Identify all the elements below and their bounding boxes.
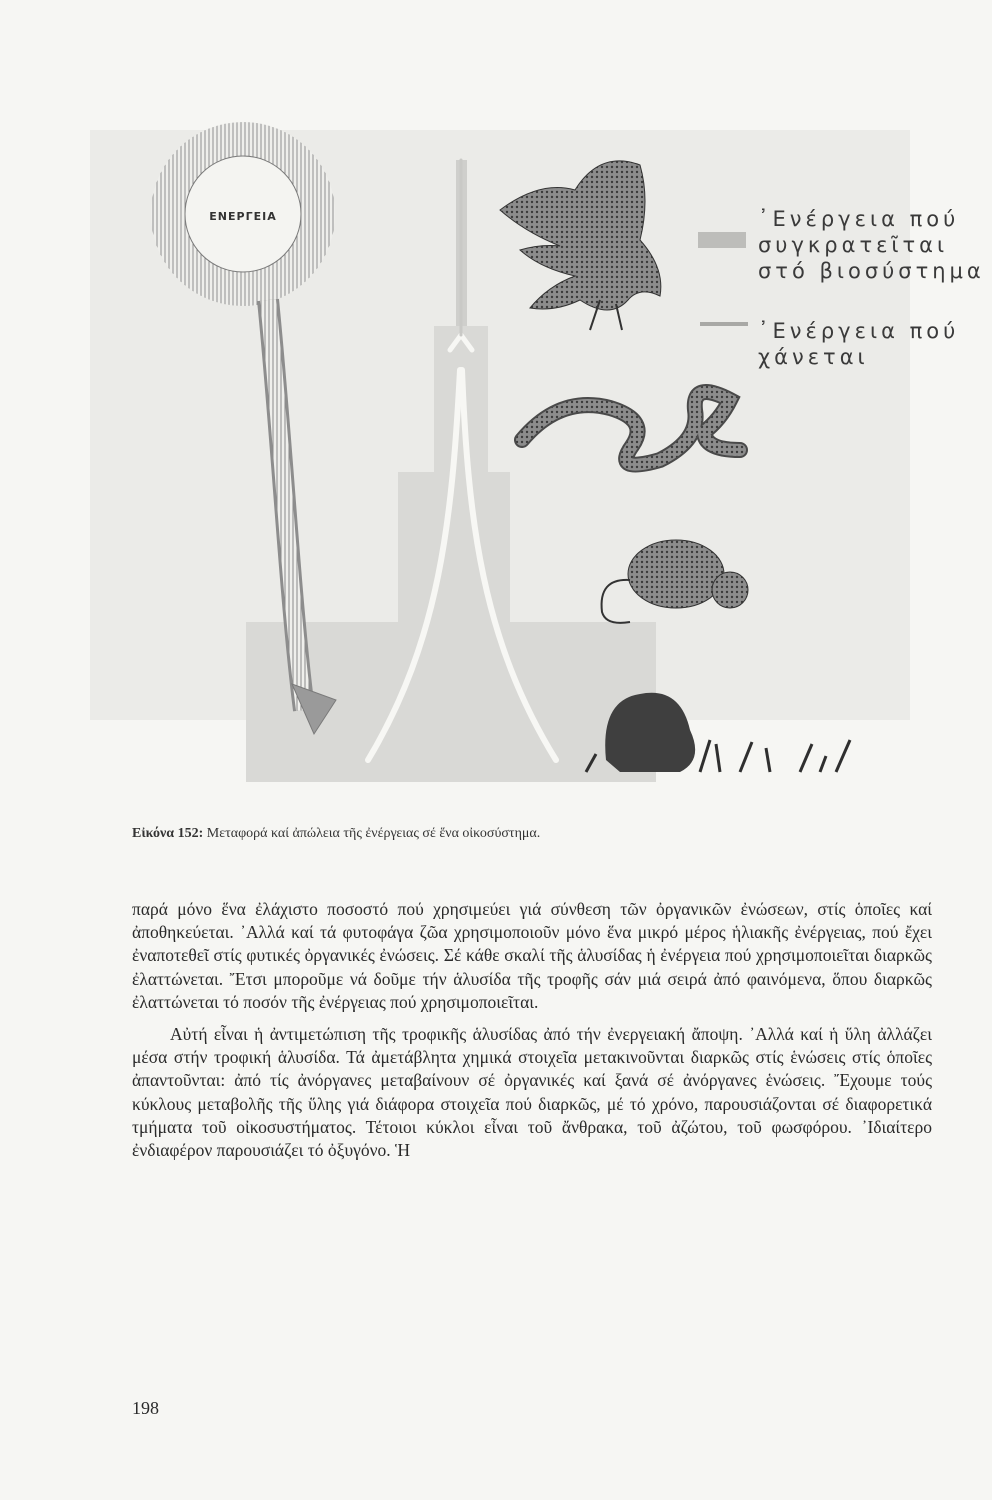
- paragraph: Αὐτή εἶναι ἡ ἀντιμετώπιση τῆς τροφικῆς ἁλυσίδας ἀπό τήν ἐνεργειακή ἄποψη. ᾿Αλλά καί ἡ ὕλη ἀλλάζει μέσα στήν τροφική ἁλυσίδα. Τά ἀμετάβλητα χημικά στοιχεῖα μετακινοῦνται διαρκῶς στίς ἑνώσεις στίς ὁποῖες ἀπαντοῦνται: ἀπό τίς ἀνόργανες μεταβαίνουν σέ ὀργανικές καί ξανά σέ ἀνόργανες ἑνώσεις. Ἔχουμε τούς κύκλους μεταβολῆς τῆς ὕλης γιά διάφορα στοιχεῖα πού διαρκῶς, μέ τό χρόνο, παρουσιάζονται σέ διαφορετικά τμήματα τοῦ οἰκοσυστήματος. Τέτοιοι κύκλοι εἶναι τοῦ ἄνθρακα, τοῦ ἀζώτου, τοῦ φωσφόρου. ᾿Ιδιαίτερο ἐνδιαφέρον παρουσιάζει τό ὀξυγόνο. Ἡ: [132, 1024, 932, 1161]
- legend-retained: [758, 206, 985, 284]
- legend-retained-line: στό βιοσύστημα: [758, 259, 985, 283]
- sun-label: ΕΝΕΡΓΕΙΑ: [209, 210, 277, 223]
- legend-retained-line: ᾿Ενέργεια πού: [758, 207, 960, 231]
- caption-label: Εἰκόνα 152:: [132, 826, 204, 841]
- sun-icon: [151, 122, 335, 306]
- page-number: 198: [132, 1398, 159, 1418]
- body-text: [132, 898, 932, 1162]
- caption-text: Μεταφορά καί ἀπώλεια τῆς ἐνέργειας σέ ἕνα οἰκοσύστημα.: [206, 826, 541, 841]
- legend-retained-line: συγκρατεῖται: [758, 233, 949, 257]
- pyramid-level-herbivores: [398, 472, 510, 622]
- legend-lost-line: ᾿Ενέργεια πού: [758, 319, 960, 343]
- figure-caption: [132, 826, 540, 842]
- paragraph: παρά μόνο ἕνα ἐλάχιστο ποσοστό πού χρησιμεύει γιά σύνθεση τῶν ὀργανικῶν ἐνώσεων, στίς ὁποῖες καί ἀποθηκεύεται. ᾿Αλλά καί τά φυτοφάγα ζῶα χρησιμοποιοῦν μόνο ἕνα μικρό μέρος ἡλιακῆς ἐνέργειας, πού ἔχει ἐναποτεθεῖ στίς φυτικές ὀργανικές ἐνώσεις. Σέ κάθε σκαλί τῆς ἁλυσίδας ἡ ἐνέργεια πού χρησιμοποιεῖται διαρκῶς ἐλαττώνεται. Ἔτσι μποροῦμε νά δοῦμε τήν ἁλυσίδα τῆς τροφῆς σάν μιά σειρά ἀπό φαινόμενα, ὅπου διαρκῶς ἐλαττώνεται τό ποσόν τῆς ἐνέργειας πού χρησιμοποιεῖται.: [132, 899, 932, 1012]
- legend-swatch-retained: [698, 232, 746, 248]
- legend-lost-line: χάνεται: [758, 345, 869, 369]
- legend-lost: [758, 318, 959, 370]
